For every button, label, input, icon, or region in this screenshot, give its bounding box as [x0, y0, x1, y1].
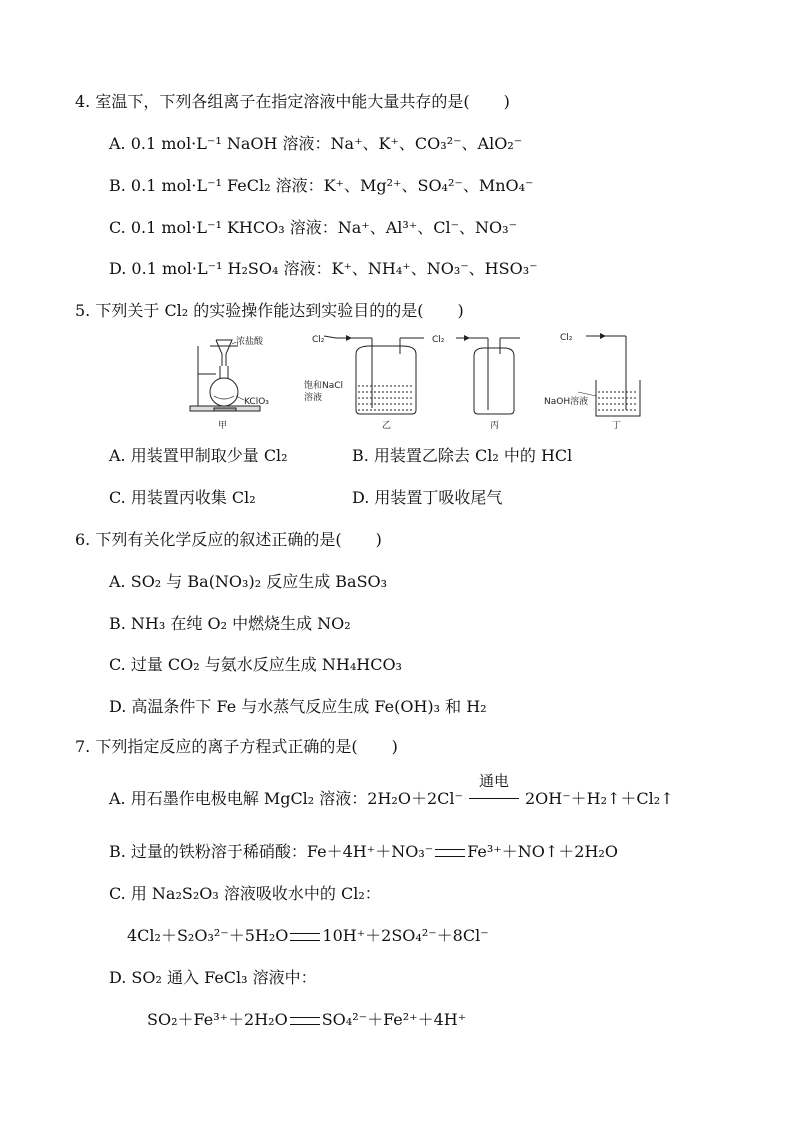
question-4-stem — [75, 92, 510, 112]
apparatus-figure — [186, 330, 646, 435]
q4-option-d: D. 0.1 mol·L⁻¹ H₂SO₄ 溶液：K⁺、NH₄⁺、NO₃⁻、HSO₃⁻ — [109, 259, 538, 278]
q7-a-cond: 通电 — [478, 772, 509, 790]
equals-sign — [290, 1017, 320, 1025]
q7-option-d: D. SO₂ 通入 FeCl₃ 溶液中： — [109, 968, 317, 987]
label-solution: 溶液 — [304, 393, 323, 403]
dropping-funnel — [216, 340, 232, 366]
label-sat-nacl: 饱和NaCl — [304, 381, 344, 391]
q7-c-equation — [127, 926, 489, 946]
q5-option-c: C. 用装置丙收集 Cl₂ — [109, 488, 256, 507]
label-kclo3: KClO₃ — [244, 397, 269, 407]
equals-sign — [435, 849, 465, 857]
equals-sign — [290, 933, 320, 941]
q7-option-b — [109, 842, 618, 862]
question-5-stem — [75, 301, 464, 321]
q7-d-equation — [147, 1010, 466, 1030]
q5-stem-text: 5. 下列关于 Cl₂ 的实验操作能达到实验目的的是( — [75, 301, 424, 320]
q7-option-a — [109, 772, 674, 809]
q4-option-a: A. 0.1 mol·L⁻¹ NaOH 溶液：Na⁺、K⁺、CO₃²⁻、AlO₂⁻ — [109, 134, 523, 153]
q7-c-right: 10H⁺＋2SO₄²⁻＋8Cl⁻ — [322, 926, 489, 945]
q7-a-right: 2OH⁻＋H₂↑＋Cl₂↑ — [524, 789, 674, 808]
q7-d-right: SO₄²⁻＋Fe²⁺＋4H⁺ — [321, 1010, 467, 1029]
q7-a-left: A. 用石墨作电极电解 MgCl₂ 溶液：2H₂O＋2Cl⁻ — [109, 789, 463, 808]
label-cl2-ding: Cl₂ — [560, 333, 573, 343]
bottle-bing — [474, 348, 514, 414]
q6-option-a: A. SO₂ 与 Ba(NO₃)₂ 反应生成 BaSO₃ — [109, 572, 388, 591]
q6-stem-text: 6. 下列有关化学反应的叙述正确的是( — [75, 530, 342, 549]
label-jia: 甲 — [218, 421, 228, 431]
q7-c-left: 4Cl₂＋S₂O₃²⁻＋5H₂O — [127, 926, 289, 945]
question-7-stem — [75, 737, 398, 757]
q7-b-left: B. 过量的铁粉溶于稀硝酸：Fe＋4H⁺＋NO₃⁻ — [109, 842, 434, 861]
q4-option-c: C. 0.1 mol·L⁻¹ KHCO₃ 溶液：Na⁺、Al³⁺、Cl⁻、NO₃⁻ — [109, 218, 518, 237]
question-6-stem — [75, 530, 382, 550]
q6-option-d: D. 高温条件下 Fe 与水蒸气反应生成 Fe(OH)₃ 和 H₂ — [109, 697, 487, 716]
label-yi: 乙 — [382, 421, 392, 431]
q5-option-b: B. 用装置乙除去 Cl₂ 中的 HCl — [352, 446, 573, 465]
q7-b-right: Fe³⁺＋NO↑＋2H₂O — [467, 842, 618, 861]
electrolysis-condition — [469, 772, 519, 809]
q7-option-c: C. 用 Na₂S₂O₃ 溶液吸收水中的 Cl₂： — [109, 884, 381, 903]
q6-option-c: C. 过量 CO₂ 与氨水反应生成 NH₄HCO₃ — [109, 655, 402, 674]
q4-stem-text: 4. 室温下，下列各组离子在指定溶液中能大量共存的是( — [75, 92, 470, 111]
q5-option-a: A. 用装置甲制取少量 Cl₂ — [109, 446, 288, 465]
label-conc-hcl: 浓盐酸 — [236, 337, 264, 347]
label-cl2-bing: Cl₂ — [432, 335, 445, 345]
flask-jia — [210, 378, 238, 406]
label-cl2-yi: Cl₂ — [312, 335, 325, 345]
q7-stem-text: 7. 下列指定反应的离子方程式正确的是( — [75, 737, 358, 756]
q4-option-b: B. 0.1 mol·L⁻¹ FeCl₂ 溶液：K⁺、Mg²⁺、SO₄²⁻、MnO₄⁻ — [109, 176, 534, 195]
q5-close-paren: ) — [457, 301, 464, 320]
q6-close-paren: ) — [375, 530, 382, 549]
q4-close-paren: ) — [503, 92, 510, 111]
q7-close-paren: ) — [391, 737, 398, 756]
label-naoh: NaOH溶液 — [544, 397, 589, 407]
q5-option-d: D. 用装置丁吸收尾气 — [352, 488, 503, 507]
apparatus-svg — [186, 330, 646, 435]
q7-d-left: SO₂＋Fe³⁺＋2H₂O — [147, 1010, 288, 1029]
q6-option-b: B. NH₃ 在纯 O₂ 中燃烧生成 NO₂ — [109, 614, 351, 633]
label-ding: 丁 — [612, 421, 622, 431]
label-bing: 丙 — [490, 421, 500, 431]
